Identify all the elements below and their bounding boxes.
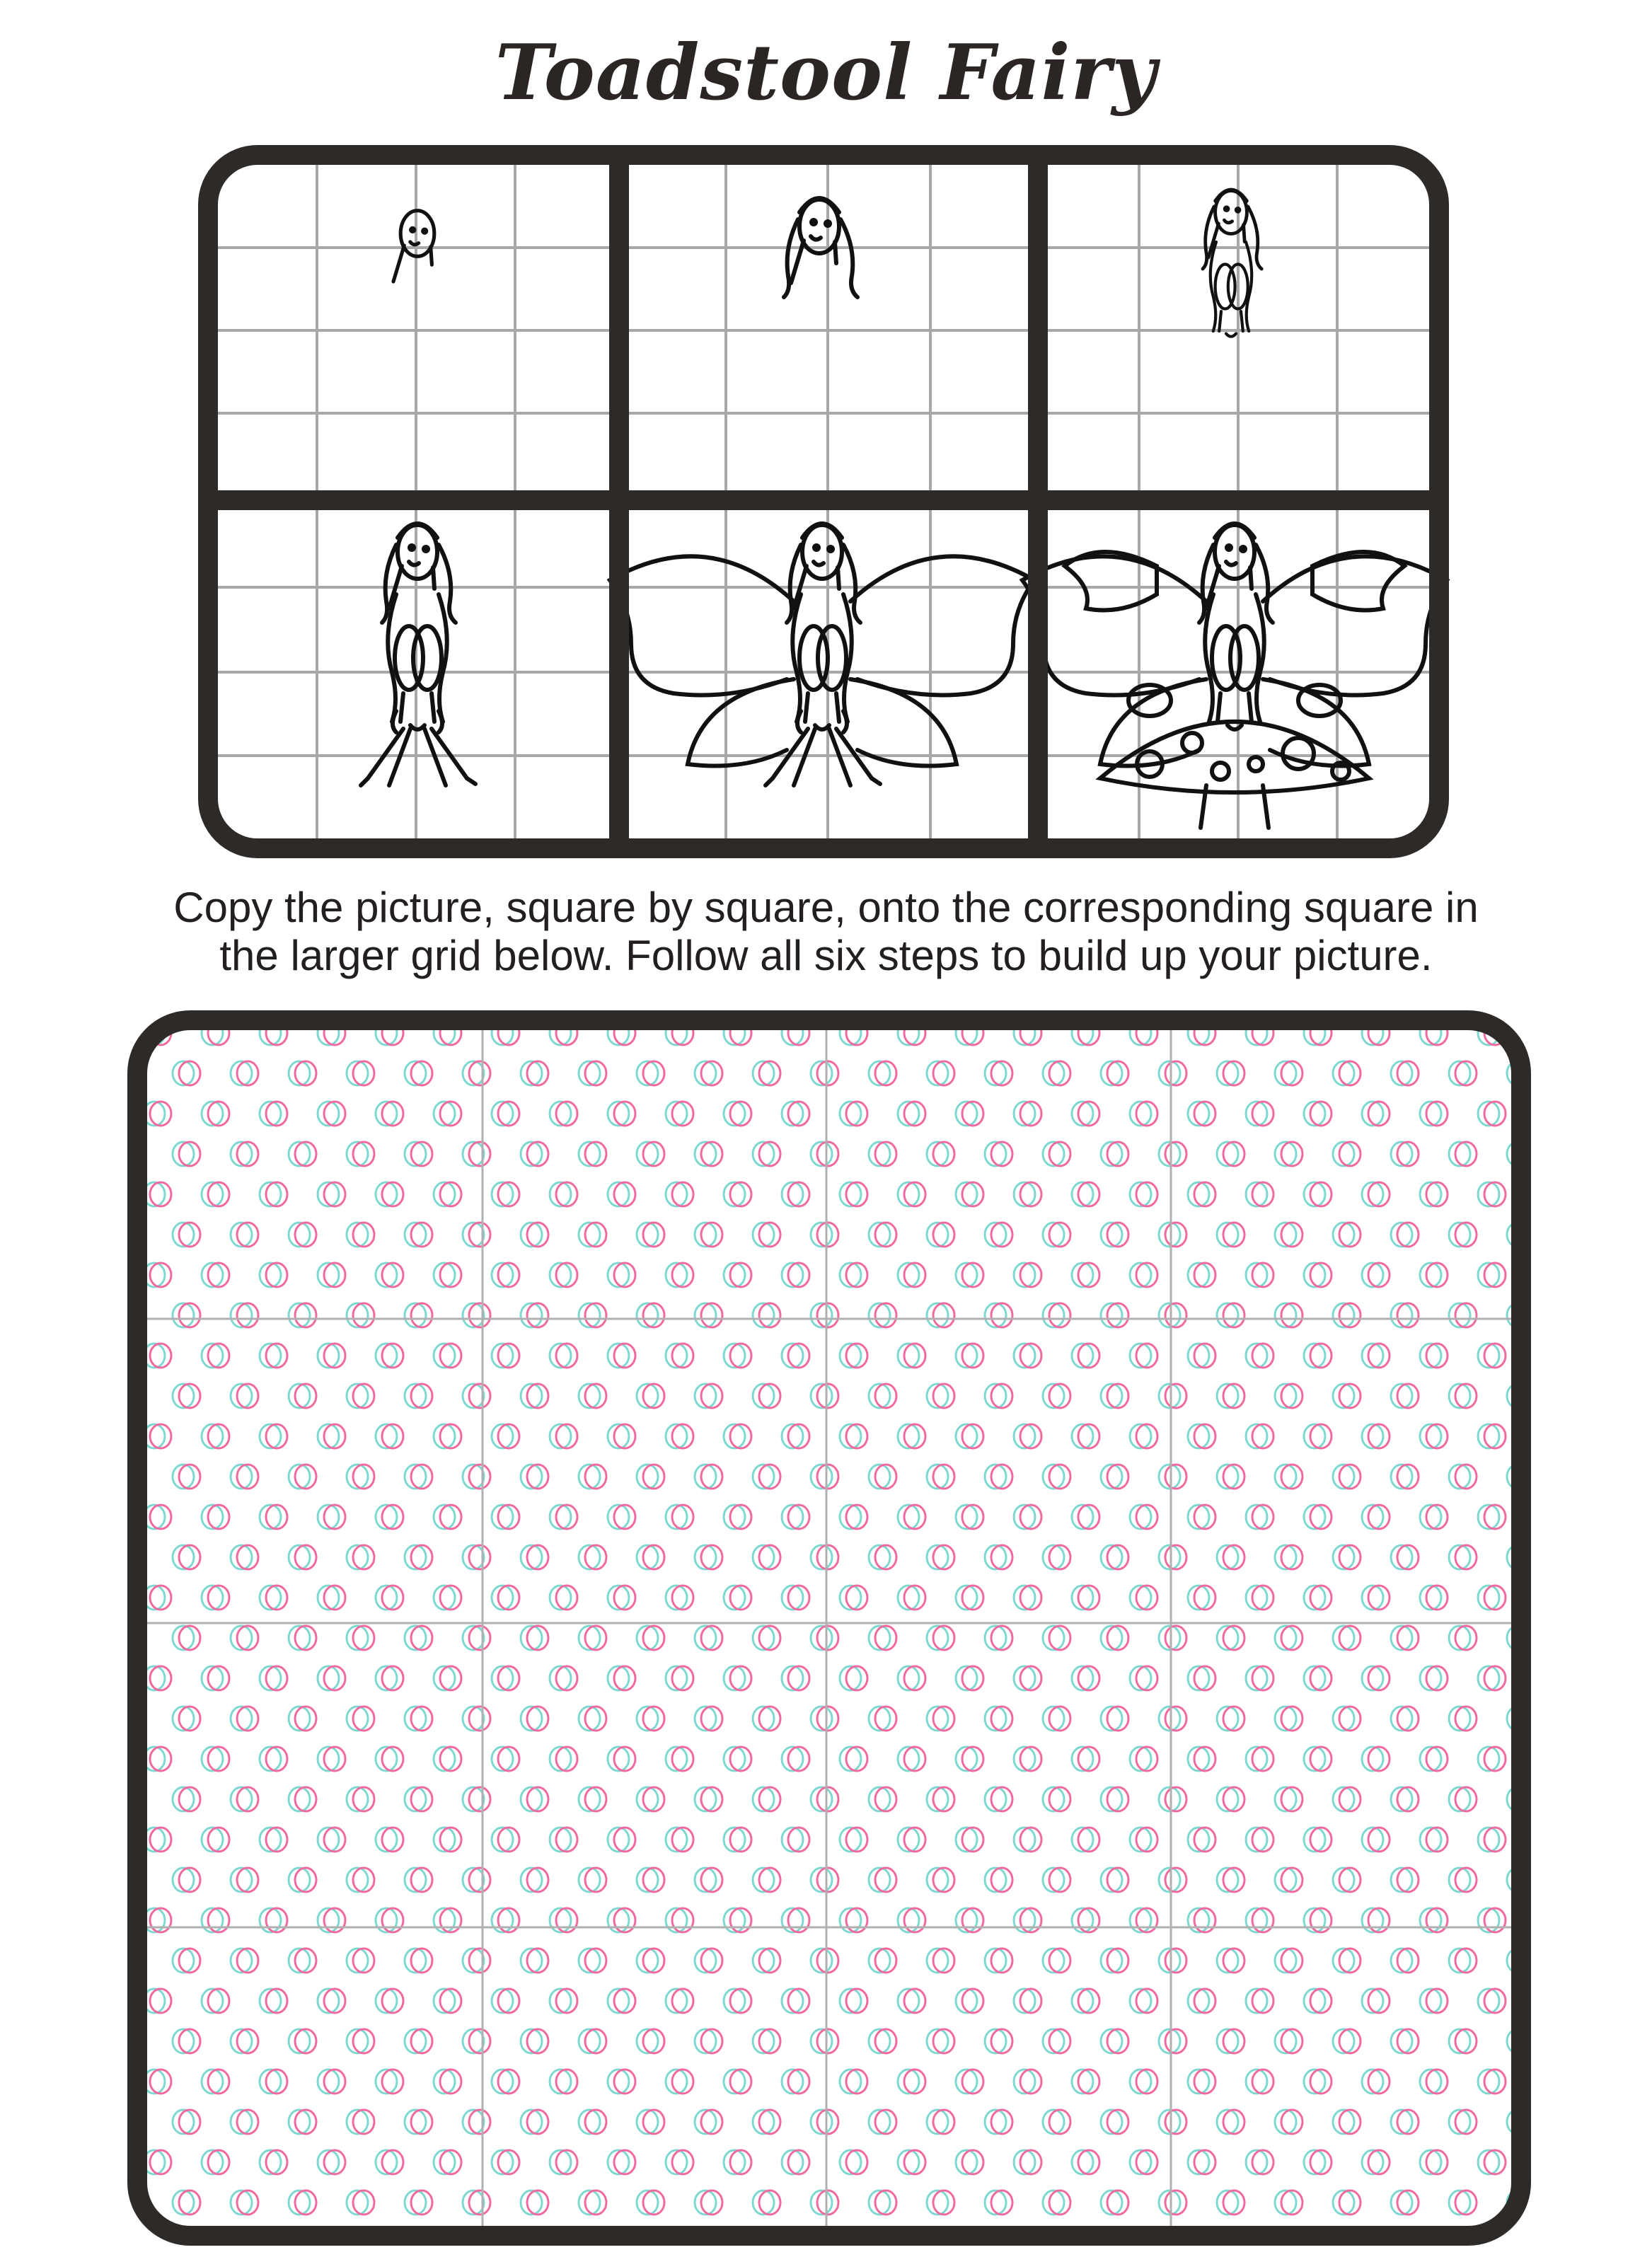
instruction-line-2: the larger grid below. Follow all six steps to build up your picture. — [219, 932, 1433, 979]
page-title: Toadstool Fairy — [495, 28, 1157, 117]
ring-pattern — [137, 1020, 1521, 2236]
instruction-line-1: Copy the picture, square by square, onto the corresponding square in — [173, 884, 1479, 931]
